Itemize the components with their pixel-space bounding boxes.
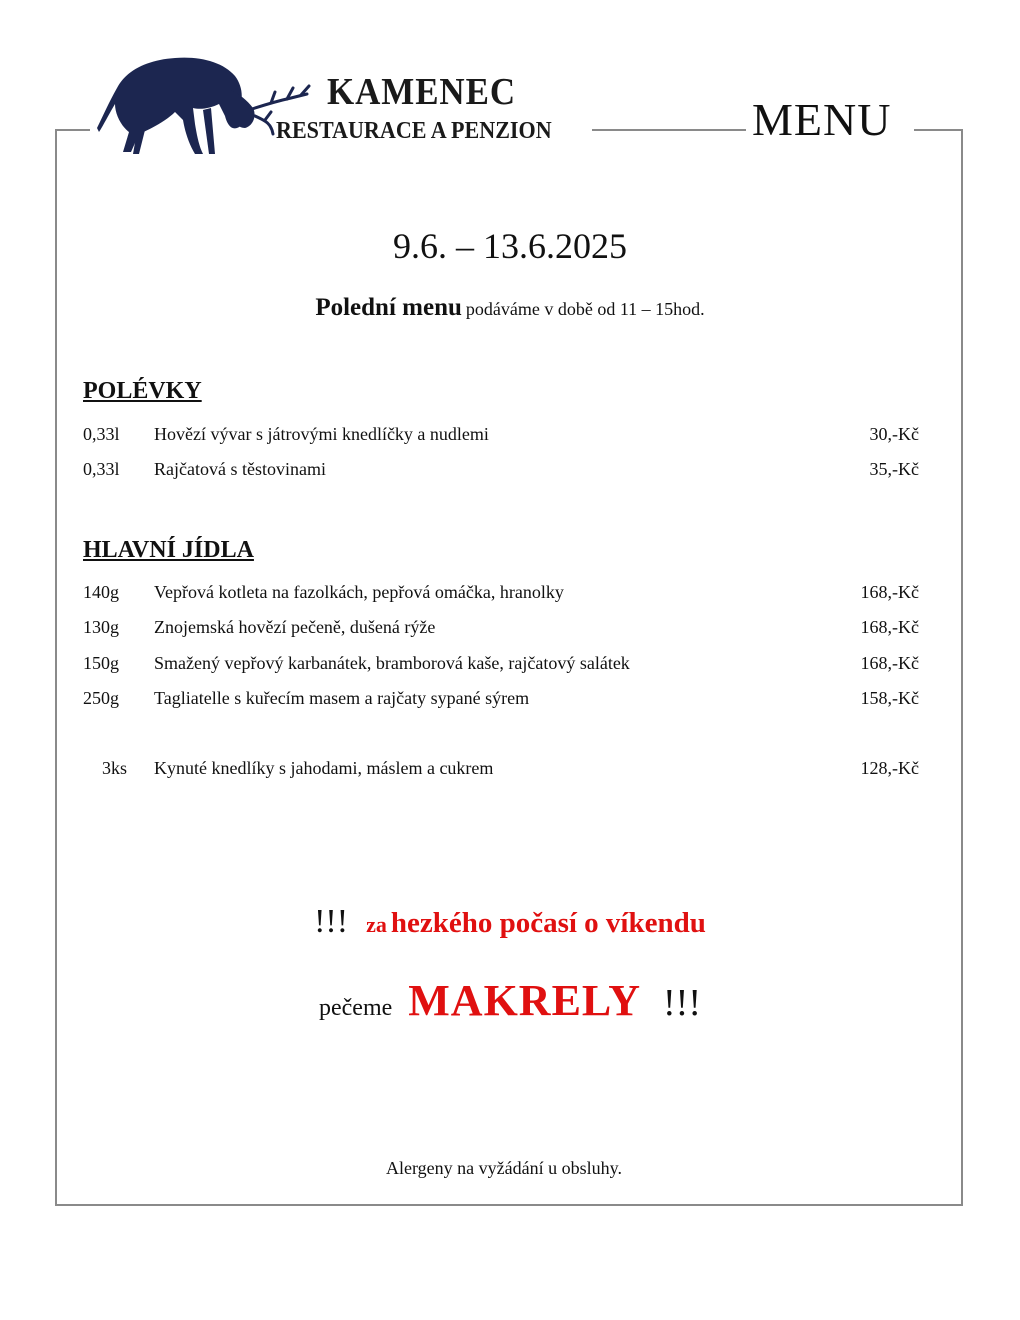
menu-row [83,424,919,450]
item-price: 168,-Kč [860,582,919,602]
exclamation-text: !!! [663,982,701,1024]
item-name: Rajčatová s těstovinami [154,459,326,479]
item-name: Kynuté knedlíky s jahodami, máslem a cukrem [154,758,494,778]
item-price: 168,-Kč [860,617,919,637]
promo-weekend-text: hezkého počasí o víkendu [390,907,706,939]
promo-makrely: MAKRELY [408,976,642,1025]
date-range: 9.6. – 13.6.2025 [393,226,627,266]
brand-name: KAMENEC [327,71,517,113]
exclamation-text: !!! [314,903,349,940]
item-quantity: 140g [83,582,119,602]
item-name: Hovězí vývar s játrovými knedlíčky a nudlemi [154,424,489,444]
item-quantity: 130g [83,617,119,637]
item-quantity: 250g [83,688,119,708]
item-price: 30,-Kč [869,424,919,444]
lunch-hours: podáváme v době od 11 – 15hod. [465,299,705,319]
weekend-promo-line [0,903,1020,941]
menu-row [83,758,919,784]
item-quantity: 0,33l [83,459,120,479]
menu-row [83,582,919,608]
lunch-info [0,294,1020,322]
menu-title: MENU [752,94,892,145]
item-name: Znojemská hovězí pečeně, dušená rýže [154,617,436,637]
menu-row [83,653,919,679]
item-quantity: 3ks [101,758,127,778]
mackerel-promo-line [0,975,1020,1026]
menu-row [83,617,919,643]
promo-za: za [366,912,387,937]
item-price: 35,-Kč [869,459,919,479]
item-quantity: 0,33l [83,424,120,444]
section-heading-mains: HLAVNÍ JÍDLA [83,537,254,563]
menu-row [83,688,919,714]
header-rule [595,129,746,131]
section-heading-soups: POLÉVKY [83,378,202,404]
item-price: 168,-Kč [860,653,919,673]
item-name: Tagliatelle s kuřecím masem a rajčaty sypané sýrem [154,688,530,708]
item-name: Vepřová kotleta na fazolkách, pepřová omáčka, hranolky [154,582,564,602]
lunch-title: Polední menu [315,294,462,321]
item-quantity: 150g [83,653,119,673]
allergen-note: Alergeny na vyžádání u obsluhy. [386,1158,622,1178]
brand-subtitle: RESTAURACE A PENZION [276,118,552,144]
promo-peceme: pečeme [319,995,393,1021]
item-name: Smažený vepřový karbanátek, bramborová kaše, rajčatový salátek [154,653,630,673]
menu-row [83,459,919,485]
item-price: 158,-Kč [860,688,919,708]
item-price: 128,-Kč [860,758,919,778]
